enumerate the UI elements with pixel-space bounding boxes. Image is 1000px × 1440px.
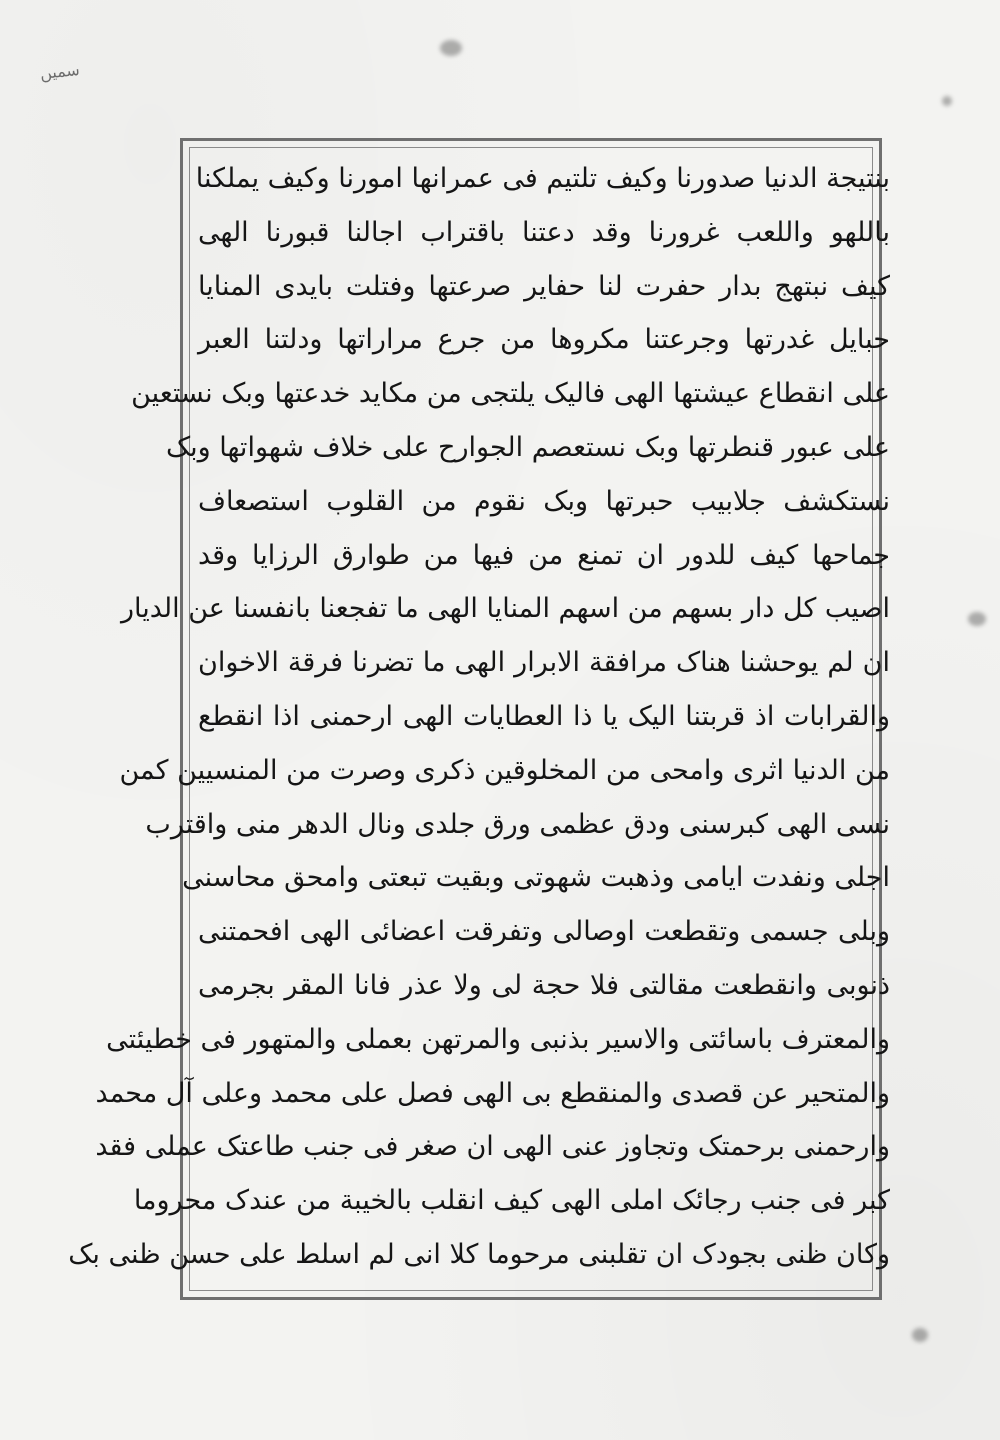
ink-smudge [968, 612, 986, 626]
ink-smudge [942, 96, 952, 106]
text-line: ذنوبی وانقطعت مقالتی فلا حجة لی ولا عذر فانا المقر بجرمی [198, 970, 890, 1001]
text-line: نستکشف جلابیب حبرتها وبک نقوم من القلوب استصعاف [198, 485, 890, 517]
text-line: وکان ظنی بجودک ان تقلبنی مرحوما کلا انی لم اسلط علی حسن ظنی بک [68, 1239, 890, 1270]
text-line: کبر فی جنب رجائک املی الهی کیف انقلب بالخیبة من عندک محروما [133, 1185, 890, 1217]
text-line: بنتیجة الدنیا صدورنا وکیف تلتیم فی عمرانها امورنا وکیف یملکنا [195, 163, 890, 194]
text-line: کیف نبتهج بدار حفرت لنا حفایر صرعتها وفتلت بایدی المنایا [198, 270, 890, 302]
text-line: والمتحیر عن قصدی والمنقطع بی الهی فصل علی محمد وعلی آل محمد [95, 1077, 890, 1109]
ink-smudge [912, 1328, 928, 1342]
text-line: علی انقطاع عیشتها الهی فالیک یلتجی من مکاید خدعتها وبک نستعین [131, 378, 890, 410]
text-line: اصیب کل دار بسهم من اسهم المنایا الهی ما تفجعنا بانفسنا عن الدیار [120, 593, 890, 625]
text-line: والمعترف باسائتی والاسیر بذنبی والمرتهن بعملی والمتهور فی خطیئتی [106, 1023, 890, 1055]
text-line: وارحمنی برحمتک وتجاوز عنی الهی ان صغر فی جنب طاعتک عملی فقد [95, 1131, 890, 1163]
text-line: جماحها کیف للدور ان تمنع من فیها من طوارق الرزایا وقد [198, 539, 890, 571]
text-line: والقرابات اذ قربتنا الیک یا ذا العطایات الهی ارحمنی اذا انقطع [198, 701, 890, 732]
text-line: حبایل غدرتها وجرعتنا مکروها من جرع مراراتها ودلتنا العبر [198, 324, 890, 356]
text-line: نسی الهی کبرسنی ودق عظمی ورق جلدی ونال الدهر منی واقترب [145, 808, 890, 840]
corner-note: سمیں [39, 59, 81, 84]
text-line: علی عبور قنطرتها وبک نستعصم الجوارح علی خلاف شهواتها وبک [165, 432, 890, 463]
text-line: من الدنیا اثری وامحی من المخلوقین ذکری وصرت من المنسیین کمن [119, 754, 890, 786]
text-line: ان لم یوحشنا هناک مرافقة الابرار الهی ما تضرنا فرقة الاخوان [198, 647, 890, 679]
text-line: وبلی جسمی وتقطعت اوصالی وتفرقت اعضائی الهی افحمتنی [198, 916, 890, 948]
text-line: باللهو واللعب غرورنا وقد دعتنا باقتراب اجالنا قبورنا الهی [198, 216, 890, 248]
text-line: اجلی ونفدت ایامی وذهبت شهوتی وبقیت تبعتی وامحق محاسنی [182, 862, 890, 894]
ink-smudge [440, 40, 462, 56]
manuscript-text [68, 148, 890, 1288]
